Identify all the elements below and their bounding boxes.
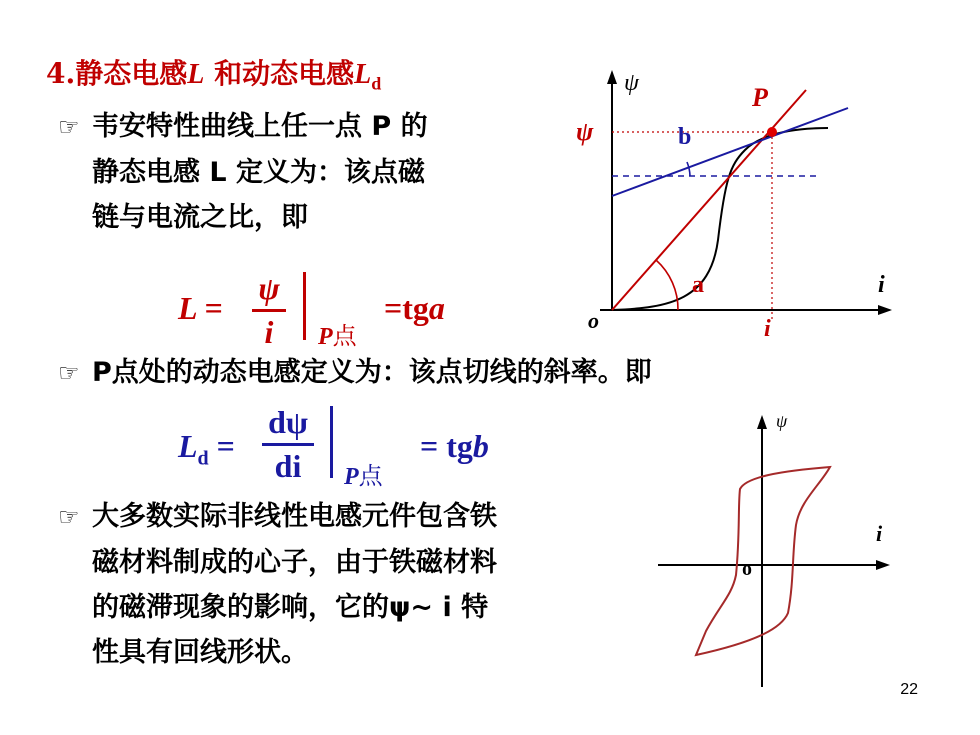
bullet-3-line-4: 性具有回线形状。 [92,637,308,668]
fraction-line [252,309,286,312]
formula2-rhs: = tgb [420,428,489,464]
bullet-1-line-2: 静态电感 L 定义为：该点磁 [92,157,426,188]
psi-axis-arrow [607,70,617,84]
formula2-fraction [262,404,314,485]
angle-b-arc [687,162,690,176]
pointing-hand-icon: ☞ [58,359,80,387]
angle-a-label: a [692,272,704,298]
formula2-den: di [274,448,302,484]
bullet-3-line-3: 的磁滞现象的影响，它的ψ~ i 特 [92,592,489,623]
psi-tick-label: ψ [576,117,594,146]
flux-current-curve-diagram [560,60,900,350]
formula1-rhs: =tga [384,290,445,326]
formula2-num: dψ [268,404,308,440]
i-tick-label: i [764,316,771,342]
evaluation-bar [303,272,306,340]
formula1-sub: P点 [318,322,357,350]
angle-b-label: b [678,124,692,150]
bullet-2-line-1: P点处的动态电感定义为：该点切线的斜率。即 [92,357,652,388]
i-axis-arrow [876,560,890,570]
title-Ld: L [354,59,372,90]
diagram2-origin-label: o [742,558,752,580]
title-part2: 和动态电感 [214,57,355,90]
bullet-3 [58,494,497,675]
psi-axis-arrow [757,415,767,429]
formula2-lhs: $L_d$ = [178,428,235,470]
bullet-1 [58,104,428,240]
bullet-2 [58,350,652,396]
diagram2-i-axis-label: i [876,521,883,546]
tangent-line [612,108,848,196]
slide-title [46,52,381,95]
fraction-line [262,443,314,446]
title-number: 4. [46,57,76,90]
diagram1-psi-axis-label: ψ [624,70,639,96]
bullet-3-line-2: 磁材料制成的心子，由于铁磁材料 [92,547,497,578]
diagram2-psi-axis-label: ψ [776,411,788,431]
formula1-lhs: L = [178,290,223,326]
title-part1: 静态电感 [75,57,188,90]
title-L: L [187,59,205,90]
diagram1-origin-label: o [588,308,599,333]
page-number: 22 [900,681,918,698]
formula1-den: i [264,314,274,350]
hysteresis-loop-diagram [650,405,900,695]
bullet-3-line-1: 大多数实际非线性电感元件包含铁 [92,501,497,532]
secant-line [612,90,806,310]
point-P-marker [767,127,777,137]
formula2-sub: P点 [344,462,383,490]
formula1-num: ψ [258,270,280,306]
point-P-label: P [752,83,768,112]
pointing-hand-icon: ☞ [58,503,80,531]
pointing-hand-icon: ☞ [58,113,80,141]
diagram1-i-axis-label: i [878,272,885,298]
title-Ld-sub: d [371,73,382,94]
bullet-1-line-3: 链与电流之比，即 [92,202,308,233]
evaluation-bar [330,406,333,478]
formula1-fraction [252,270,286,351]
bullet-1-line-1: 韦安特性曲线上任一点 P 的 [92,111,428,142]
i-axis-arrow [878,305,892,315]
